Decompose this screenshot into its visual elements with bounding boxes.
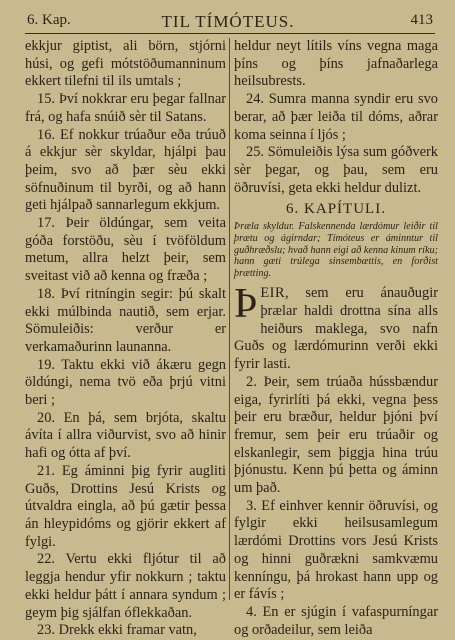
- drop-cap: Þ: [234, 281, 258, 328]
- verse: heldur neyt lítils víns vegna maga þíns og þíns jafnaðarlega heilsubrests.: [234, 38, 438, 90]
- first-verse-lead: EIR: [260, 285, 286, 302]
- verse: 4. En er sjúgin í vafaspurníngar og orðadeilur, sem leiða: [234, 603, 438, 638]
- verse: 20. En þá, sem brjóta, skaltu ávíta í allra viðurvist, svo að hinir hafi og ótta af því.: [25, 409, 226, 462]
- verse: 19. Taktu ekki við ákæru gegn öldúngi, nema tvö eða þrjú vitni beri ;: [25, 356, 226, 409]
- verse: 16. Ef nokkur trúaður eða trúuð á ekkjur sèr skyldar, hjálpi þau þeim, svo að þær sèu ekki söfnuðinum til byrði, og að hann geti hjálpað sannarlegum ekkjum.: [25, 126, 226, 214]
- header-chapter: 6. Kap.: [27, 12, 71, 28]
- chapter-summary: Þræla skyldur. Falskennenda lærdómur leiðir til þrætu og ágirndar; Tímóteus er áminntur til guðhræðslu; hvað hann eigi að kenna kinum ríku; hann gæti trúlega sinsembættis, en forðist þrætting.: [234, 221, 439, 279]
- header-title: TIL TÍMÓTEUS.: [161, 12, 295, 31]
- first-verse: [234, 281, 438, 374]
- text-columns: [25, 38, 439, 639]
- right-column: [234, 38, 439, 638]
- verse: 23. Drekk ekki framar vatn,: [37, 622, 197, 639]
- verse: 24. Sumra manna syndir eru svo berar, að þær leiða til dóms, aðrar koma seinna í ljós ;: [234, 91, 438, 143]
- verse: 22. Vertu ekki fljótur til að leggja hendur yfir nokkurn ; taktu ekki heldur þátt í annara syndum ; geym þig sjálfan óflekkaðan.: [25, 551, 226, 621]
- running-header: [21, 10, 435, 32]
- verse: 25. Sömuleiðis lýsa sum góðverk sèr þegar, og þau, sem eru öðruvísi, geta ekki heldur dulizt.: [234, 144, 438, 196]
- verse: 15. Því nokkrar eru þegar fallnar frá, og hafa snúið sèr til Satans.: [25, 91, 226, 125]
- chapter-heading: 6. KAPÍTULI.: [286, 201, 386, 218]
- verse: 3. Ef einhver kennir öðruvísi, og fylgir ekki heilsusamlegum lærdómi Drottins vors Jesú Krists og hinni guðrækni samkvæmu kenníngu, þá hrokast hann upp og er fávís ;: [234, 497, 438, 603]
- column-divider: [229, 38, 230, 600]
- page-number: 413: [410, 12, 433, 28]
- header-rule: [25, 33, 435, 34]
- first-verse-text: , sem eru ánauðugir þrælar haldi drottna sína alls heiðurs maklega, svo nafn Guðs og lærdómurinn verði ekki fyrir lasti.: [234, 285, 438, 373]
- verse: 17. Þeir öldúngar, sem veita góða forstöðu, sèu í tvöföldum metum, allra helzt þeir, sem sveitast við að kenna og fræða ;: [25, 215, 226, 285]
- verse: ekkjur giptist, ali börn, stjórni húsi, og gefi mótstöðumanninum ekkert tilefni til ils umtals ;: [25, 38, 226, 90]
- verse: 18. Því ritníngin segir: þú skalt ekki múlbinda nautið, sem erjar. Sömuleiðis: verður er verkamaðurinn launanna.: [25, 285, 226, 355]
- left-column: [25, 38, 226, 639]
- verse: 21. Eg áminni þig fyrir augliti Guðs, Drottins Jesú Krists og útvaldra eingla, að þú gætir þessa án hleypidóms og gjörir ekkert af fylgi.: [25, 462, 226, 550]
- verse: 2. Þeir, sem trúaða hússbændur eiga, fyrirlíti þá ekki, vegna þess þeir eru bræður, heldur þjóni því fremur, sem þeir eru trúaðir og elskanlegir, sem þiggja hina trúu þjónustu. Kenn þú þetta og áminn um það.: [234, 373, 438, 497]
